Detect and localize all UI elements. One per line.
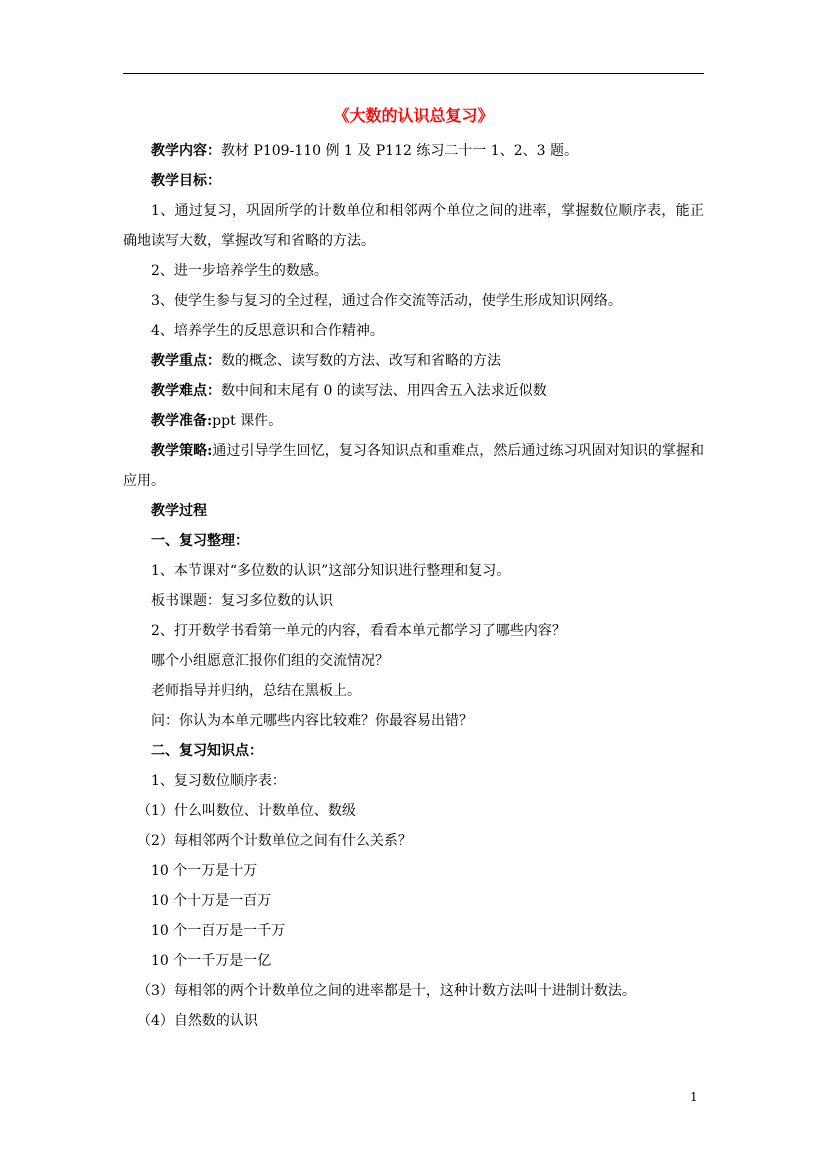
paragraph-key-points: [123, 346, 704, 376]
paragraph-s2-9: （4）自然数的认识: [137, 1013, 258, 1029]
paragraph-s1-2: 板书课题：复习多位数的认识: [151, 593, 333, 609]
paragraph-goal-1: 1、通过复习，巩固所学的计数单位和相邻两个单位之间的进率，掌握数位顺序表，能正确地读写大数，掌握改写和省略的方法。: [123, 203, 704, 249]
paragraph-goal-2: 2、进一步培养学生的数感。: [151, 263, 328, 279]
label-key-points: 教学重点：: [151, 353, 221, 369]
paragraph-goal-3: 3、使学生参与复习的全过程，通过合作交流等活动，使学生形成知识网络。: [151, 293, 622, 309]
paragraph-s1-1: 1、本节课对“多位数的认识”这部分知识进行整理和复习。: [151, 563, 511, 579]
label-strategy: 教学策略:: [151, 443, 213, 459]
paragraph-s1-4: 哪个小组愿意汇报你们组的交流情况？: [151, 653, 389, 669]
text-teaching-content: 教材 P109-110 例 1 及 P112 练习二十一 1、2、3 题。: [221, 143, 578, 159]
paragraph-difficulties: [123, 376, 704, 406]
paragraph-s1-6: 问：你认为本单元哪些内容比较难？你最容易出错？: [151, 713, 473, 729]
label-teaching-content: 教学内容：: [151, 143, 221, 159]
paragraph-s2-3: （2）每相邻两个计数单位之间有什么关系？: [137, 833, 412, 849]
paragraph-preparation: [123, 406, 704, 436]
heading-section-1: 一、复习整理：: [151, 533, 249, 549]
paragraph-s1-5: 老师指导并归纳，总结在黑板上。: [151, 683, 361, 699]
paragraph-s2-7: 10 个一千万是一亿: [151, 953, 272, 969]
paragraph-s2-2: （1）什么叫数位、计数单位、数级: [137, 803, 356, 819]
page-number: 1: [690, 1090, 698, 1104]
paragraph-s1-3: 2、打开数学书看第一单元的内容，看看本单元都学习了哪些内容？: [151, 623, 566, 639]
label-preparation: 教学准备:: [151, 413, 213, 429]
header-rule: [123, 73, 704, 74]
text-preparation: ppt 课件。: [212, 413, 283, 429]
document-body: [123, 136, 704, 1036]
paragraph-s2-6: 10 个一百万是一千万: [151, 923, 286, 939]
heading-teaching-process: 教学过程: [151, 503, 207, 519]
paragraph-s2-8: （3）每相邻的两个计数单位之间的进率都是十，这种计数方法叫十进制计数法。: [137, 983, 636, 999]
paragraph-strategy: [123, 436, 704, 496]
label-difficulties: 教学难点：: [151, 383, 221, 399]
text-difficulties: 数中间和末尾有 0 的读写法、用四舍五入法求近似数: [221, 383, 547, 399]
paragraph-s2-5: 10 个十万是一百万: [151, 893, 272, 909]
paragraph-teaching-content: [123, 136, 704, 166]
text-strategy: 通过引导学生回忆，复习各知识点和重难点，然后通过练习巩固对知识的掌握和应用。: [123, 443, 704, 489]
heading-section-2: 二、复习知识点：: [151, 743, 263, 759]
paragraph-s2-4: 10 个一万是十万: [151, 863, 258, 879]
document-title: 《大数的认识总复习》: [333, 106, 494, 125]
heading-teaching-goals: 教学目标：: [151, 173, 221, 189]
paragraph-s2-1: 1、复习数位顺序表：: [151, 773, 286, 789]
paragraph-goal-4: 4、培养学生的反思意识和合作精神。: [151, 323, 384, 339]
text-key-points: 数的概念、读写数的方法、改写和省略的方法: [221, 353, 501, 369]
